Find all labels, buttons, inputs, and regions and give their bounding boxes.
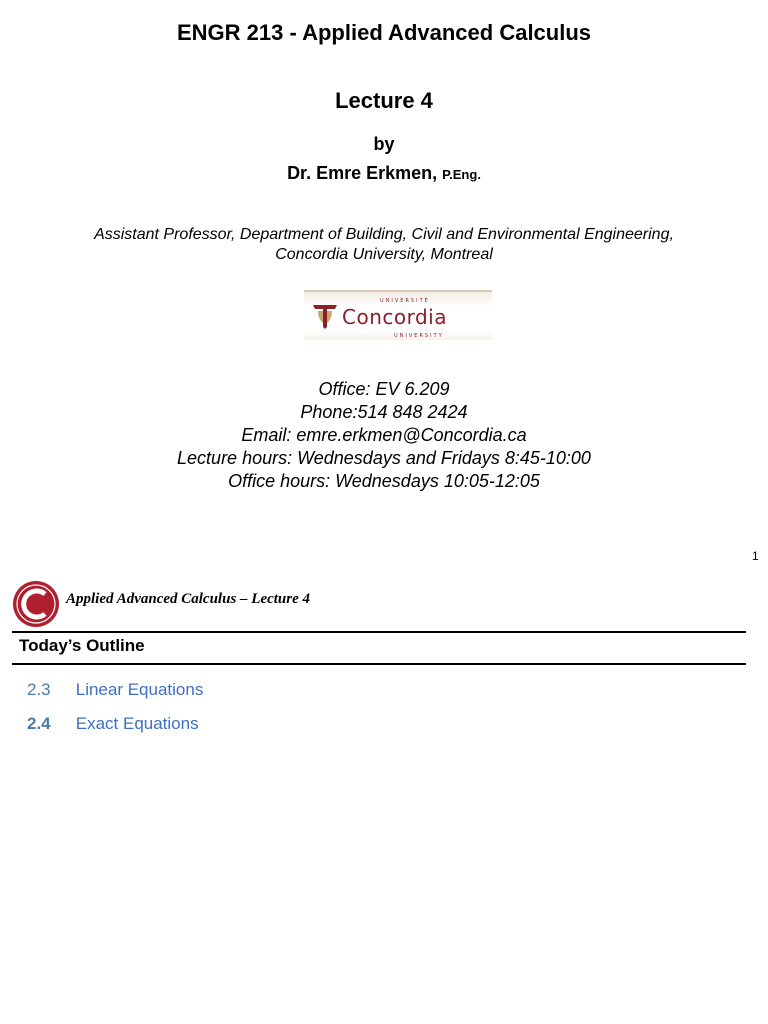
concordia-logo bbox=[304, 290, 492, 340]
outline-title: Today’s Outline bbox=[19, 636, 145, 655]
email-line: Email: emre.erkmen@Concordia.ca bbox=[241, 425, 527, 445]
concordia-c-icon bbox=[12, 580, 60, 628]
affiliation bbox=[40, 225, 728, 265]
list-item bbox=[27, 714, 203, 748]
divider bbox=[12, 631, 746, 633]
affiliation-line: Assistant Professor, Department of Building, Civil and Environmental Engineering, bbox=[94, 226, 674, 243]
outline-label: Exact Equations bbox=[75, 714, 199, 733]
outline-number: 2.3 bbox=[27, 680, 51, 699]
course-title: ENGR 213 - Applied Advanced Calculus bbox=[176, 20, 592, 45]
office-line: Office: EV 6.209 bbox=[318, 379, 450, 399]
phone-line: Phone:514 848 2424 bbox=[300, 402, 468, 422]
by-label: by bbox=[373, 134, 395, 154]
list-item bbox=[27, 680, 203, 714]
author bbox=[0, 163, 768, 184]
shield-icon bbox=[312, 303, 338, 329]
outline-list bbox=[27, 680, 203, 748]
author-credential: P.Eng. bbox=[442, 167, 481, 182]
outline-slide bbox=[0, 572, 768, 1024]
page-number: 1 bbox=[752, 549, 759, 563]
outline-number: 2.4 bbox=[27, 714, 51, 733]
contact-info bbox=[0, 378, 768, 493]
outline-label: Linear Equations bbox=[75, 680, 204, 699]
lecture-hours-line: Lecture hours: Wednesdays and Fridays 8:45-10:00 bbox=[177, 448, 591, 468]
lecture-title: Lecture 4 bbox=[335, 88, 433, 113]
office-hours-line: Office hours: Wednesdays 10:05-12:05 bbox=[228, 471, 540, 491]
logo-bottom-text: UNIVERSITY bbox=[394, 333, 444, 339]
divider bbox=[12, 663, 746, 665]
logo-top-text: UNIVERSITÉ bbox=[380, 298, 430, 304]
slide-header: Applied Advanced Calculus – Lecture 4 bbox=[66, 591, 311, 607]
author-name: Dr. Emre Erkmen, bbox=[287, 163, 438, 183]
logo-name: Concordia bbox=[342, 305, 447, 329]
affiliation-line: Concordia University, Montreal bbox=[275, 246, 493, 263]
